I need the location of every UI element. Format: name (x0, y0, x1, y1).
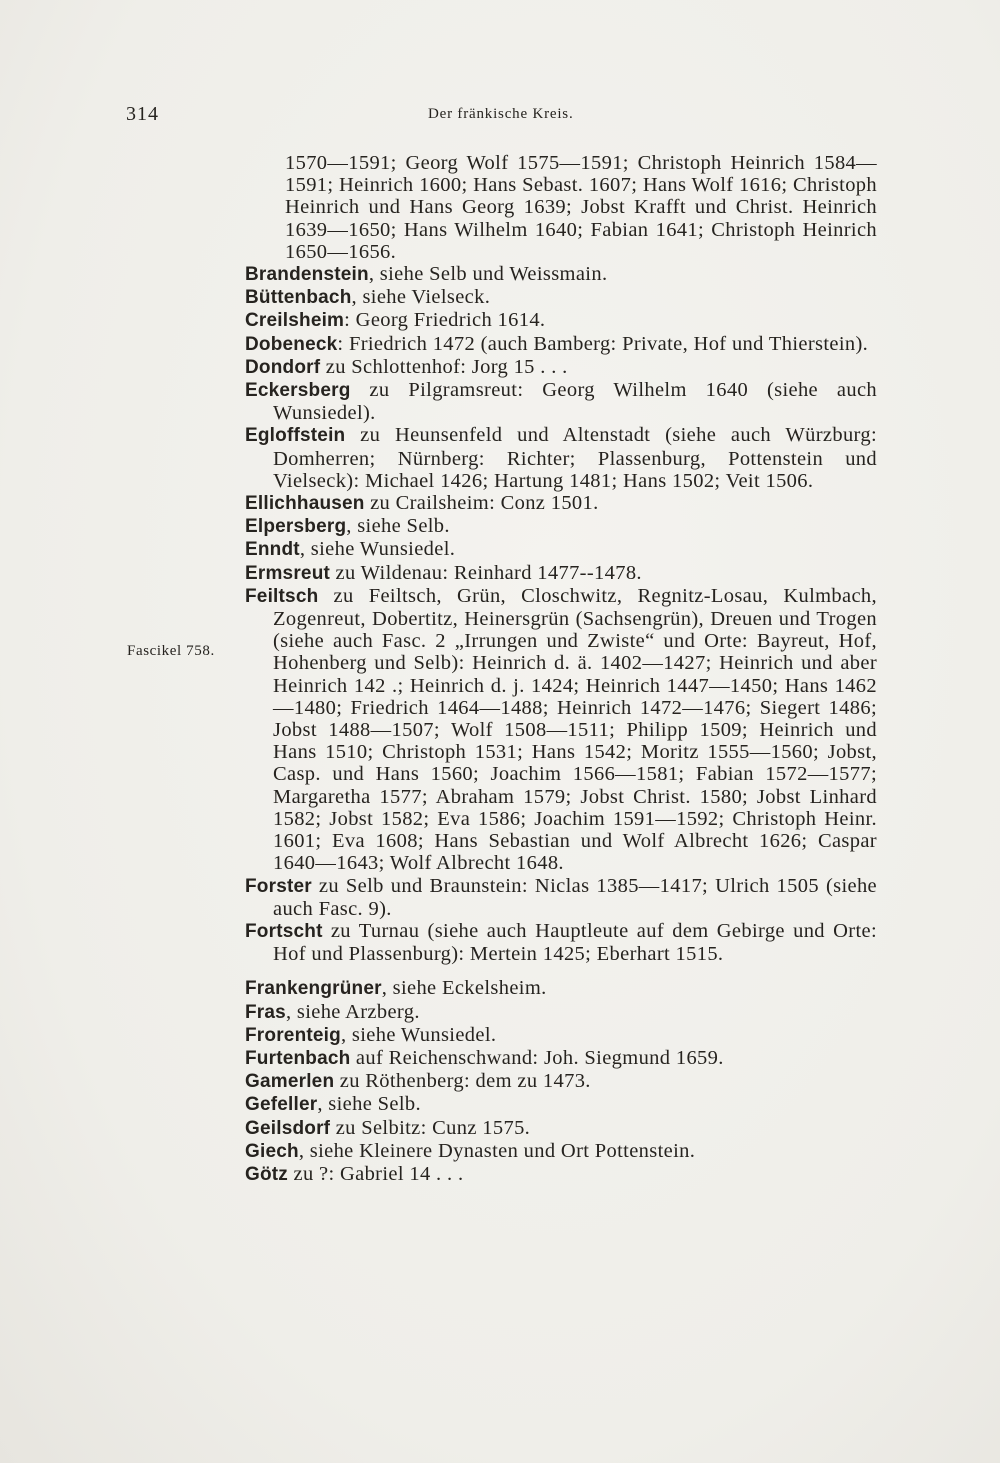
entry-lemma: Dobeneck (245, 333, 338, 355)
entry-dondorf (245, 356, 877, 379)
entry-creilsheim (245, 309, 877, 332)
entry-text: : Friedrich 1472 (auch Bamberg: Private, Hof und Thierstein). (337, 332, 869, 355)
entry-lemma: Gefeller (245, 1094, 318, 1116)
entry-text: , siehe Vielseck. (351, 286, 491, 309)
entry-text: zu ?: Gabriel 14 . . . (288, 1162, 464, 1185)
entry-fortscht (245, 920, 877, 965)
entry-lemma: Gamerlen (245, 1071, 335, 1093)
entry-lemma: Frankengrüner (245, 978, 382, 1000)
entry-text: zu Selb und Braunstein: Niclas 1385—1417; Ulrich 1505 (siehe auch Fasc. 9). (273, 874, 877, 920)
entry-lemma: Geilsdorf (245, 1117, 331, 1139)
entry-enndt (245, 538, 877, 561)
entry-lemma: Elpersberg (245, 516, 347, 538)
entry-frorenteig (245, 1024, 877, 1047)
entry-brandenstein (245, 263, 877, 286)
entry-lemma: Ellichhausen (245, 493, 365, 515)
entry-feiltsch (245, 585, 877, 875)
entry-text: , siehe Selb. (346, 515, 450, 538)
entry-text: , siehe Wunsiedel. (340, 1023, 497, 1046)
entry-lemma: Götz (245, 1163, 289, 1185)
entry-lemma: Fortscht (245, 920, 323, 942)
entry-text: : Georg Friedrich 1614. (344, 309, 546, 332)
entry-egloffstein (245, 424, 877, 492)
entry-buettenbach (245, 286, 877, 309)
entry-text: , siehe Arzberg. (285, 1000, 420, 1023)
continuation-paragraph: 1570—1591; Georg Wolf 1575—1591; Christoph Heinrich 1584—1591; Heinrich 1600; Hans Sebast. 1607; Hans Wolf 1616; Christoph Heinrich und Hans Georg 1639; Jobst Krafft und Christ. Heinrich 1639—1650; Hans Wilhelm 1640; Fabian 1641; Christoph Heinrich 1650—1656. (285, 152, 877, 263)
entry-text: zu Wildenau: Reinhard 1477--1478. (330, 561, 642, 584)
entry-lemma: Brandenstein (245, 264, 369, 286)
entry-lemma: Giech (245, 1140, 299, 1162)
entry-lemma: Egloffstein (245, 425, 346, 447)
running-title: Der fränkische Kreis. (428, 106, 574, 122)
entry-dobeneck (245, 333, 877, 356)
entry-lemma: Creilsheim (245, 310, 345, 332)
entry-text: , siehe Selb und Weissmain. (368, 263, 608, 286)
entry-eckersberg (245, 379, 877, 424)
entry-gefeller (245, 1093, 877, 1116)
entry-lemma: Enndt (245, 539, 300, 561)
entry-lemma: Ermsreut (245, 562, 331, 584)
entry-fras (245, 1001, 877, 1024)
entry-text: auf Reichenschwand: Joh. Siegmund 1659. (350, 1046, 724, 1069)
entry-lemma: Feiltsch (245, 585, 319, 607)
entry-ermsreut (245, 562, 877, 585)
entry-text: , siehe Eckelsheim. (381, 977, 547, 1000)
entry-text: zu Röthenberg: dem zu 1473. (334, 1070, 591, 1093)
entry-text: zu Pilgramsreut: Georg Wilhelm 1640 (siehe auch Wunsiedel). (273, 379, 877, 425)
entry-text: zu Feiltsch, Grün, Closchwitz, Regnitz-Losau, Kulmbach, Zogenreut, Dobertitz, Heinersgrün (Sachsengrün), Dreuen und Trogen (siehe auch Fasc. 2 „Irrungen und Zwiste“ und Orte: Bayreut, Hof, Hohenberg und Selb): Heinrich d. ä. 1402—1427; Heinrich und aber Heinrich 142 .; Heinrich d. j. 1424; Heinrich 1447—1450; Hans 1462—1480; Friedrich 1464—1488; Heinrich 1472—1476; Siegert 1486; Jobst 1488—1507; Wolf 1508—1511; Philipp 1509; Heinrich und Hans 1510; Christoph 1531; Hans 1542; Moritz 1555—1560; Jobst, Casp. und Hans 1560; Joachim 1566—1581; Fabian 1572—1577; Margaretha 1577; Abraham 1579; Jobst Christ. 1580; Jobst Linhard 1582; Jobst 1582; Eva 1586; Joachim 1591—1592; Christoph Heinr. 1601; Eva 1608; Hans Sebastian und Wolf Albrecht 1626; Caspar 1640—1643; Wolf Albrecht 1648. (273, 584, 877, 875)
entry-lemma: Dondorf (245, 356, 321, 378)
entry-giech (245, 1140, 877, 1163)
entry-goetz (245, 1163, 877, 1186)
entry-text: , siehe Kleinere Dynasten und Ort Pottenstein. (298, 1139, 696, 1162)
entry-text: zu Turnau (siehe auch Hauptleute auf dem Gebirge und Orte: Hof und Plassenburg): Mertein 1425; Eberhart 1515. (273, 919, 877, 966)
entry-elpersberg (245, 515, 877, 538)
entry-lemma: Frorenteig (245, 1024, 341, 1046)
entry-ellichhausen (245, 492, 877, 515)
entry-lemma: Büttenbach (245, 287, 352, 309)
entry-frankengruener (245, 977, 877, 1000)
register-text (245, 152, 877, 1186)
entry-text: zu Heunsenfeld und Altenstadt (siehe auch Würzburg: Domherren; Nürnberg: Richter; Plassenburg, Pottenstein und Vielseck): Michael 1426; Hartung 1481; Hans 1502; Veit 1506. (273, 424, 877, 492)
entry-text: zu Schlottenhof: Jorg 15 . . . (320, 355, 568, 378)
entry-gamerlen (245, 1070, 877, 1093)
entry-forster (245, 875, 877, 920)
entry-text: zu Crailsheim: Conz 1501. (364, 492, 599, 515)
entry-text: zu Selbitz: Cunz 1575. (330, 1116, 531, 1139)
margin-note-fascikel: Fascikel 758. (127, 643, 215, 659)
entry-lemma: Furtenbach (245, 1047, 351, 1069)
page-number: 314 (126, 103, 159, 125)
entry-text: , siehe Wunsiedel. (299, 538, 456, 561)
entry-lemma: Eckersberg (245, 380, 351, 402)
paragraph-gap (245, 965, 877, 977)
entry-lemma: Fras (245, 1001, 286, 1023)
entry-furtenbach (245, 1047, 877, 1070)
entry-text: , siehe Selb. (317, 1093, 421, 1116)
entry-geilsdorf (245, 1117, 877, 1140)
entry-lemma: Forster (245, 875, 312, 897)
